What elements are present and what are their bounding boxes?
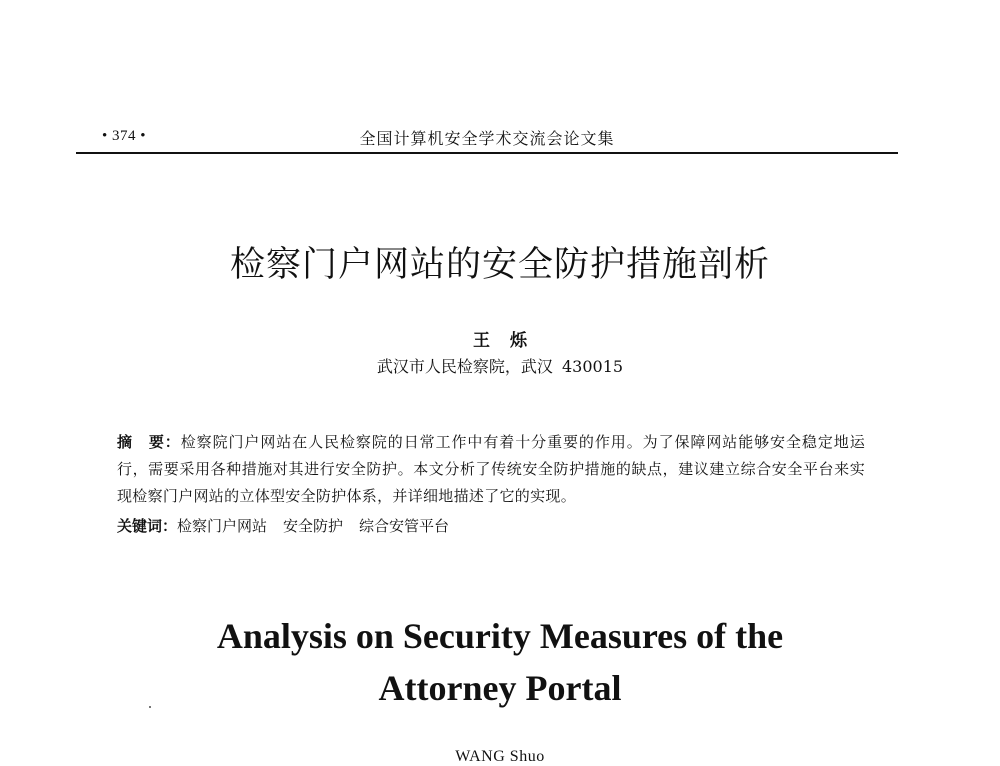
author-en: WANG Shuo	[455, 748, 545, 765]
abstract-text: 检察院门户网站在人民检察院的日常工作中有着十分重要的作用。为了保障网站能够安全稳定地运行，需要采用各种措施对其进行安全防护。本文分析了传统安全防护措施的缺点，建议建立综合安全平台来实现检察门户网站的立体型安全防护体系，并详细地描述了它的实现。	[117, 433, 866, 505]
keywords	[117, 513, 865, 540]
title-en-line-1: Analysis on Security Measures of the	[216, 616, 784, 656]
keyword-item: 检察门户网站	[177, 517, 268, 535]
author-cn: 王烁	[473, 331, 547, 351]
journal-title: 全国计算机安全学术交流会论文集	[359, 129, 615, 148]
scan-speck	[149, 706, 151, 708]
paper-title-cn: 检察门户网站的安全防护措施剖析	[229, 245, 770, 285]
page-number: • 374 •	[102, 128, 147, 144]
keyword-item: 综合安管平台	[359, 517, 450, 535]
title-en-line-2: Attorney Portal	[378, 668, 622, 708]
keywords-label: 关键词：	[117, 517, 178, 535]
keyword-item: 安全防护	[283, 517, 344, 535]
abstract	[117, 429, 865, 510]
affiliation-cn: 武汉市人民检察院，武汉 430015	[376, 357, 624, 376]
paper-title-en	[0, 610, 1000, 714]
abstract-label: 摘 要：	[117, 433, 181, 451]
running-header	[76, 124, 898, 154]
